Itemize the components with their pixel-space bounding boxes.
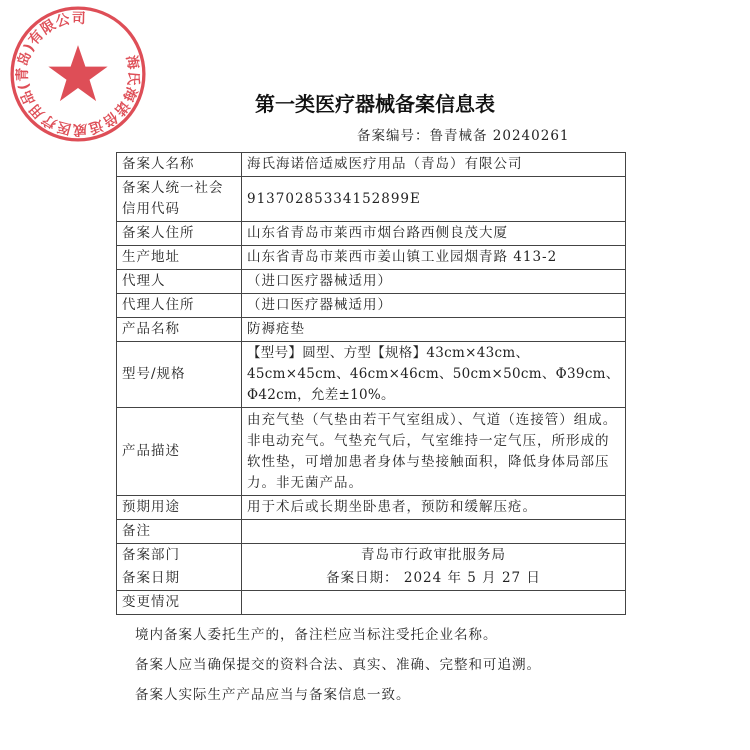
value: 【型号】圆型、方型【规格】43cm×43cm、45cm×45cm、46cm×46cm、50cm×50cm、Φ39cm、Φ42cm，允差±10%。: [242, 342, 626, 408]
note: 备案人应当确保提交的资料合法、真实、准确、完整和可追溯。: [135, 657, 541, 673]
value: 由充气垫（气垫由若干气室组成）、气道（连接管）组成。非电动充气。气垫充气后，气室维持一定气压，所形成的软性垫，可增加患者身体与垫接触面积，降低身体局部压力。非无菌产品。: [242, 408, 626, 496]
label: 备案部门: [117, 544, 242, 568]
label: 备案人名称: [117, 153, 242, 177]
value: 青岛市行政审批服务局: [242, 544, 626, 568]
label: 产品描述: [117, 408, 242, 496]
record-number: 备案编号：鲁青械备 20240261: [357, 128, 570, 144]
value: 海氏海诺倍适威医疗用品（青岛）有限公司: [242, 153, 626, 177]
label: 变更情况: [117, 591, 242, 615]
label: 型号/规格: [117, 342, 242, 408]
note: 境内备案人委托生产的，备注栏应当标注受托企业名称。: [135, 627, 498, 643]
label: 备案日期: [117, 567, 242, 591]
page-title: 第一类医疗器械备案信息表: [255, 92, 495, 116]
value: 山东省青岛市莱西市烟台路西侧良茂大厦: [242, 222, 626, 246]
value: 山东省青岛市莱西市姜山镇工业园烟青路 413-2: [242, 246, 626, 270]
value: [242, 520, 626, 544]
value: 91370285334152899E: [242, 177, 626, 222]
value: （进口医疗器械适用）: [242, 294, 626, 318]
label: 备案人统一社会信用代码: [117, 177, 242, 222]
value: [242, 591, 626, 615]
label: 生产地址: [117, 246, 242, 270]
value: 用于术后或长期坐卧患者，预防和缓解压疮。: [242, 496, 626, 520]
value: 备案日期： 2024 年 5 月 27 日: [242, 567, 626, 591]
note: 备案人实际生产产品应当与备案信息一致。: [135, 687, 411, 703]
label: 代理人: [117, 270, 242, 294]
svg-text:海氏海诺倍适威医疗用品(青岛)有限公司: 海氏海诺倍适威医疗用品(青岛)有限公司: [14, 10, 142, 138]
value: 防褥疮垫: [242, 318, 626, 342]
label: 预期用途: [117, 496, 242, 520]
label: 备案人住所: [117, 222, 242, 246]
company-seal: [8, 4, 148, 144]
label: 代理人住所: [117, 294, 242, 318]
record-table: [116, 152, 626, 615]
document-body: [116, 152, 626, 705]
label: 备注: [117, 520, 242, 544]
label: 产品名称: [117, 318, 242, 342]
value: （进口医疗器械适用）: [242, 270, 626, 294]
